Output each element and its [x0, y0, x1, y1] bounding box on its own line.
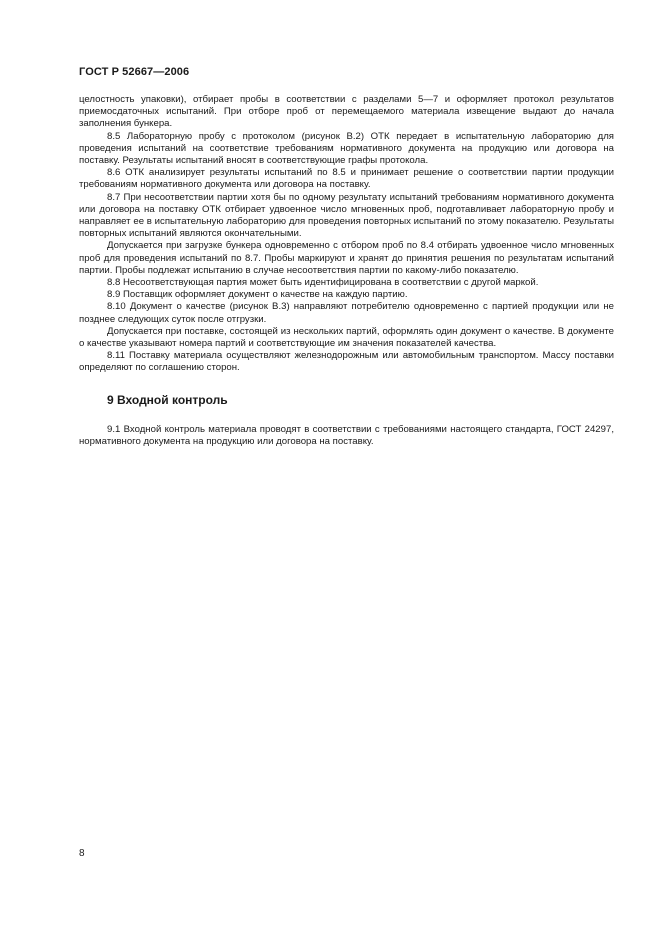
- document-body: [79, 94, 614, 448]
- paragraph-continuation: целостность упаковки), отбирает пробы в соответствии с разделами 5—7 и оформляет протокол результатов приемосдаточных испытаний. При отборе проб от перемещаемого материала извещение выдают до начала заполнения бункера.: [79, 94, 614, 130]
- paragraph-8-5: 8.5 Лабораторную пробу с протоколом (рисунок В.2) ОТК передает в испытательную лабораторию для проведения испытаний на соответствие требованиям нормативного документа на продукцию или договора на поставку. Результаты испытаний вносят в соответствующие графы протокола.: [79, 130, 614, 167]
- paragraph-8-11: 8.11 Поставку материала осуществляют железнодорожным или автомобильным транспортом. Массу поставки определяют по соглашению сторон.: [79, 350, 614, 374]
- paragraph-8-9: 8.9 Поставщик оформляет документ о качестве на каждую партию.: [107, 289, 408, 301]
- section-heading-9: 9 Входной контроль: [107, 392, 228, 407]
- paragraph-8-7-note: Допускается при загрузке бункера одновременно с отбором проб по 8.4 отбирать удвоенное число мгновенных проб для проведения испытаний по 8.7. Пробы маркируют и хранят до принятия решения по результатам испытаний партии. Пробы подлежат испытанию в случае несоответствия партии по какому-либо показателю.: [79, 240, 614, 276]
- document-header: ГОСТ Р 52667—2006: [79, 66, 190, 78]
- paragraph-8-8: 8.8 Несоответствующая партия может быть идентифицирована в соответствии с другой маркой.: [107, 277, 539, 289]
- paragraph-8-6: 8.6 ОТК анализирует результаты испытаний по 8.5 и принимает решение о соответствии партии продукции требованиям нормативного документа или договора на поставку.: [79, 167, 614, 191]
- paragraph-9-1: 9.1 Входной контроль материала проводят в соответствии с требованиями настоящего стандарта, ГОСТ 24297, нормативного документа на продукцию или договора на поставку.: [79, 423, 614, 448]
- paragraph-8-10-note: Допускается при поставке, состоящей из нескольких партий, оформлять один документ о качестве. В документе о качестве указывают номера партий и соответствующие им значения показателей качества.: [79, 325, 614, 350]
- paragraph-8-7: 8.7 При несоответствии партии хотя бы по одному результату испытаний требованиям нормативного документа или договора на поставку ОТК отбирает удвоенное число мгновенных проб, подготавливает лабораторную пробу и направляет ее в испытательную лабораторию для проведения повторных испытаний по этому показателю. Результаты повторных испытаний являются окончательными.: [79, 191, 614, 240]
- page-number: 8: [79, 848, 85, 859]
- paragraph-8-10: 8.10 Документ о качестве (рисунок В.3) направляют потребителю одновременно с партией продукции или не позднее следующих суток после отгрузки.: [79, 301, 614, 325]
